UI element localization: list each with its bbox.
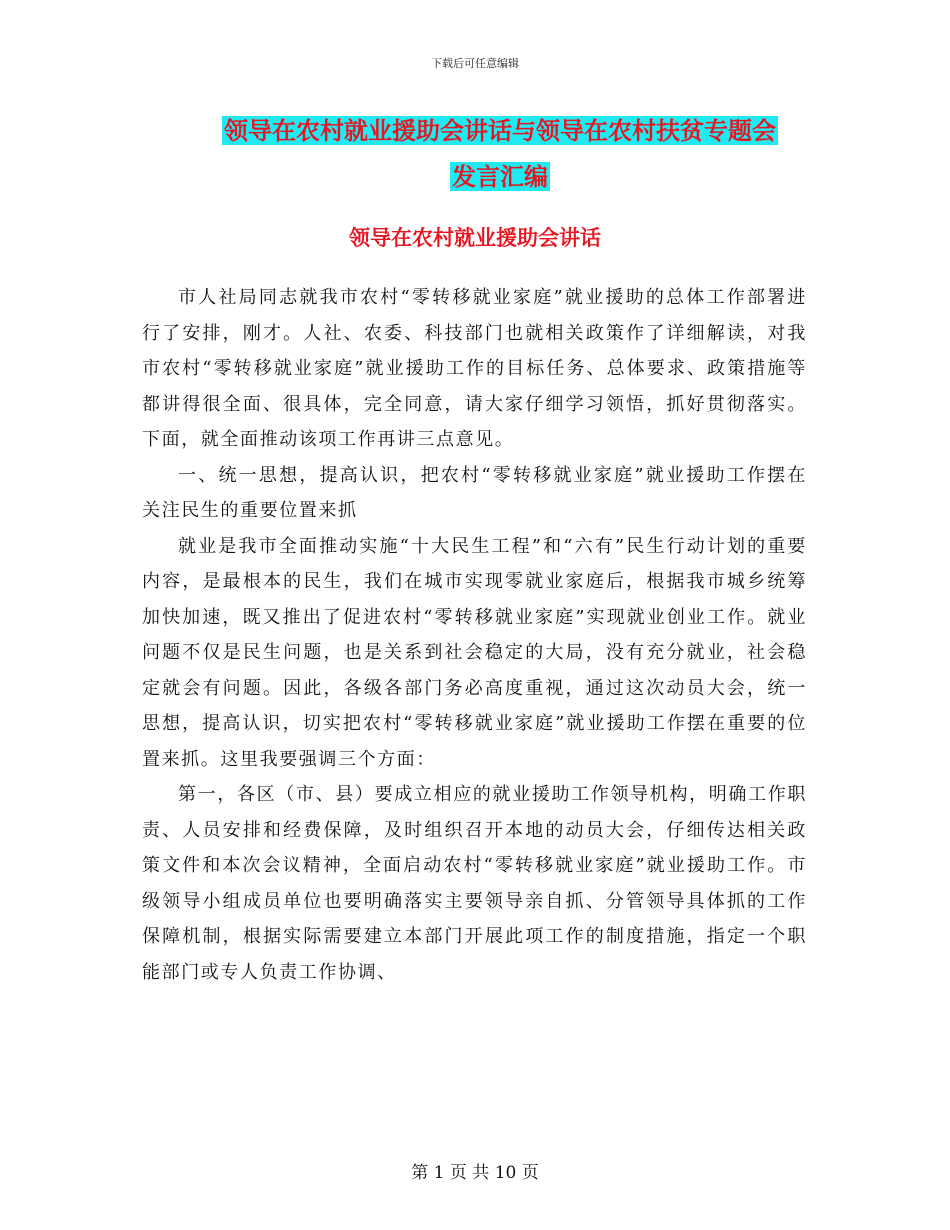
document-title	[140, 108, 860, 200]
paragraph: 市人社局同志就我市农村“零转移就业家庭”就业援助的总体工作部署进行了安排，刚才。人社、农委、科技部门也就相关政策作了详细解读，对我市农村“零转移就业家庭”就业援助工作的目标任务、总体要求、政策措施等都讲得很全面、很具体，完全同意，请大家仔细学习领悟，抓好贯彻落实。下面，就全面推动该项工作再讲三点意见。	[142, 287, 807, 450]
section-title: 领导在农村就业援助会讲话	[349, 225, 601, 250]
header-note: 下载后可任意编辑	[431, 57, 519, 70]
paragraph: 就业是我市全面推动实施“十大民生工程”和“六有”民生行动计划的重要内容，是最根本的民生，我们在城市实现零就业家庭后，根据我市城乡统筹加快加速，既又推出了促进农村“零转移就业家庭”实现就业创业工作。就业问题不仅是民生问题，也是关系到社会稳定的大局，没有充分就业，社会稳定就会有问题。因此，各级各部门务必高度重视，通过这次动员大会，统一思想，提高认识，切实把农村“零转移就业家庭”就业援助工作摆在重要的位置来抓。这里我要强调三个方面：	[142, 535, 807, 770]
page-footer: 第 1 页 共 10 页	[411, 1163, 539, 1183]
paragraph: 一、统一思想，提高认识，把农村“零转移就业家庭”就业援助工作摆在关注民生的重要位置来抓	[142, 464, 807, 521]
paragraph: 第一，各区（市、县）要成立相应的就业援助工作领导机构，明确工作职责、人员安排和经费保障，及时组织召开本地的动员大会，仔细传达相关政策文件和本次会议精神，全面启动农村“零转移就业家庭”就业援助工作。市级领导小组成员单位也要明确落实主要领导亲自抓、分管领导具体抓的工作保障机制，根据实际需要建立本部门开展此项工作的制度措施，指定一个职能部门或专人负责工作协调、	[142, 784, 807, 983]
title-line-1: 领导在农村就业援助会讲话与领导在农村扶贫专题会	[224, 116, 776, 145]
title-line-2: 发言汇编	[452, 162, 548, 191]
body-text	[142, 280, 807, 990]
